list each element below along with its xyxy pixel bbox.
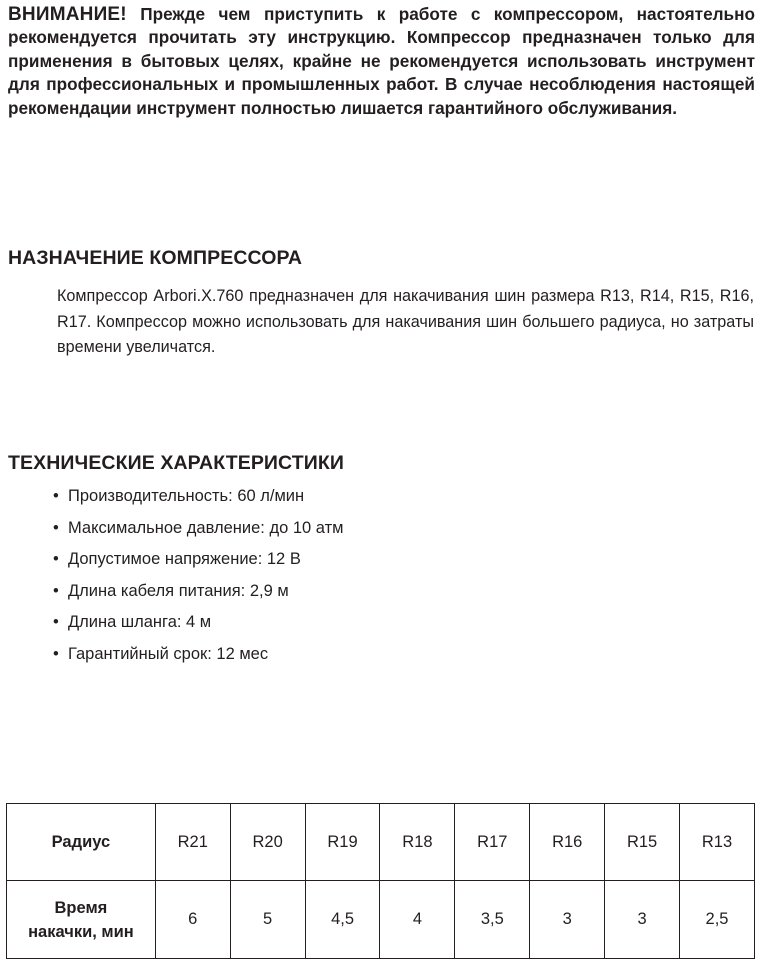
spec-item-voltage: • Допустимое напряжение: 12 В bbox=[53, 547, 343, 579]
spec-item-hose-length: • Длина шланга: 4 м bbox=[53, 610, 343, 642]
time-header bbox=[7, 881, 156, 959]
time-cell: 3 bbox=[605, 881, 680, 959]
radius-cell: R13 bbox=[680, 804, 755, 881]
spec-item-max-pressure: • Максимальное давление: до 10 атм bbox=[53, 516, 343, 548]
time-cell: 3 bbox=[530, 881, 605, 959]
time-cell: 4,5 bbox=[305, 881, 380, 959]
time-cell: 4 bbox=[380, 881, 455, 959]
purpose-heading: НАЗНАЧЕНИЕ КОМПРЕССОРА bbox=[8, 247, 303, 269]
radius-cell: R21 bbox=[155, 804, 230, 881]
time-cell: 6 bbox=[155, 881, 230, 959]
radius-header: Радиус bbox=[7, 804, 156, 881]
inflation-time-table bbox=[6, 803, 755, 959]
spec-item-warranty: • Гарантийный срок: 12 мес bbox=[53, 642, 343, 674]
time-header-line1: Время bbox=[54, 898, 108, 917]
warning-text: Прежде чем приступить к работе с компрессором, настоятельно рекомендуется прочитать эту инструкцию. Компрессор предназначен только для применения в бытовых целях, крайне не рекомендуется использовать инструмент для профессиональных и промышленных работ. В случае несоблюдения настоящей рекомендации инструмент полностью лишается гарантийного обслуживания. bbox=[8, 4, 756, 118]
purpose-text: Компрессор Arbori.X.760 предназначен для накачивания шин размера R13, R14, R15, R16, R17. Компрессор можно использовать для накачивания шин большего радиуса, но затраты времени увеличатся. bbox=[57, 287, 754, 357]
specs-heading: ТЕХНИЧЕСКИЕ ХАРАКТЕРИСТИКИ bbox=[8, 452, 344, 474]
specs-list bbox=[53, 484, 343, 674]
radius-cell: R19 bbox=[305, 804, 380, 881]
time-header-line2: накачки, мин bbox=[28, 922, 134, 941]
spec-item-cable-length: • Длина кабеля питания: 2,9 м bbox=[53, 579, 343, 611]
table-row-radius bbox=[7, 804, 755, 881]
warning-paragraph bbox=[8, 3, 755, 120]
time-cell: 3,5 bbox=[455, 881, 530, 959]
radius-cell: R15 bbox=[605, 804, 680, 881]
radius-cell: R20 bbox=[230, 804, 305, 881]
radius-cell: R18 bbox=[380, 804, 455, 881]
table-row-time bbox=[7, 881, 755, 959]
time-cell: 2,5 bbox=[680, 881, 755, 959]
spec-item-performance: • Производительность: 60 л/мин bbox=[53, 484, 343, 516]
time-cell: 5 bbox=[230, 881, 305, 959]
radius-cell: R16 bbox=[530, 804, 605, 881]
warning-lead: ВНИМАНИЕ! bbox=[8, 4, 127, 25]
radius-cell: R17 bbox=[455, 804, 530, 881]
